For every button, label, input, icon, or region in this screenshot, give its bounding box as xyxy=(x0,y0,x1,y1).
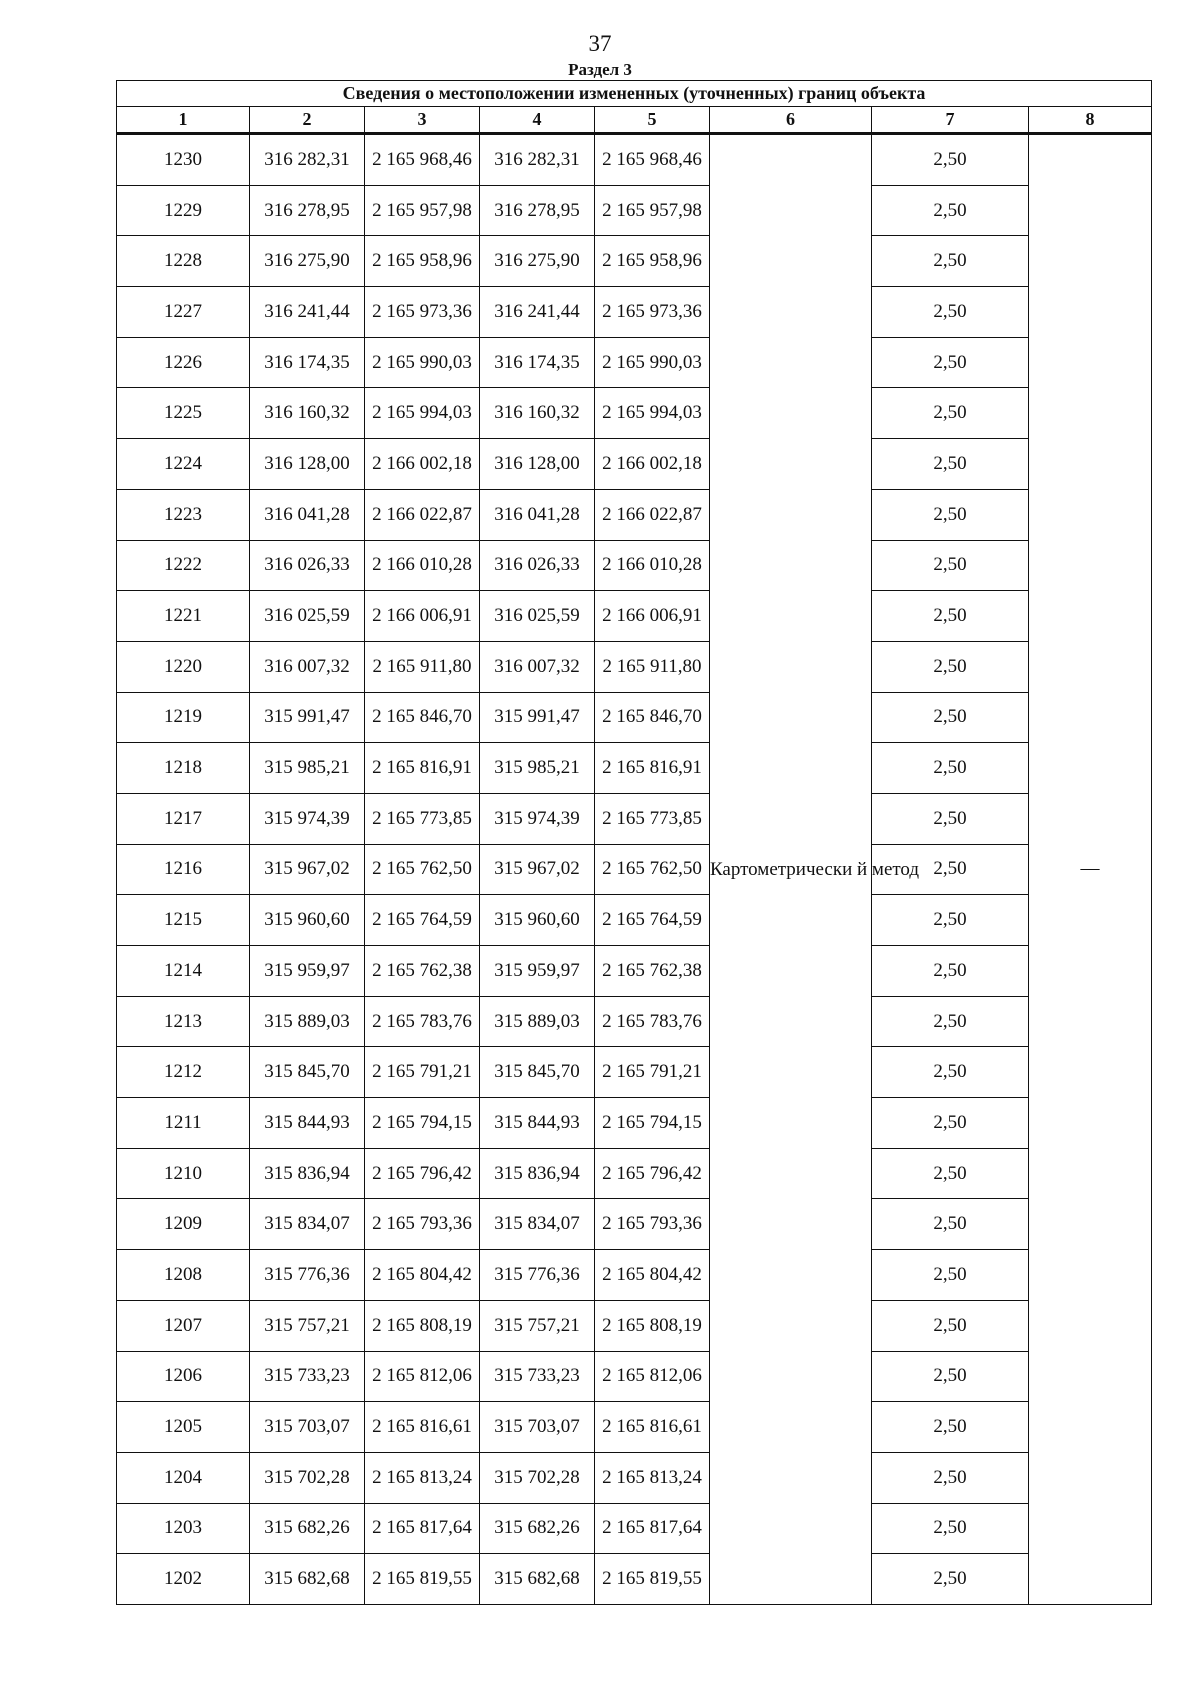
point-number-cell: 1208 xyxy=(117,1250,250,1301)
column-header: 2 xyxy=(250,107,365,134)
accuracy-cell: 2,50 xyxy=(872,1351,1029,1402)
y-coord-cell: 2 165 808,19 xyxy=(365,1300,480,1351)
column-header: 5 xyxy=(595,107,710,134)
point-number-cell: 1206 xyxy=(117,1351,250,1402)
accuracy-cell: 2,50 xyxy=(872,1199,1029,1250)
table-row xyxy=(117,591,1152,642)
y-coord-new-cell: 2 165 762,50 xyxy=(595,844,710,895)
y-coord-new-cell: 2 165 783,76 xyxy=(595,996,710,1047)
x-coord-new-cell: 316 160,32 xyxy=(480,388,595,439)
x-coord-cell: 315 889,03 xyxy=(250,996,365,1047)
point-number-cell: 1230 xyxy=(117,134,250,186)
x-coord-cell: 316 128,00 xyxy=(250,439,365,490)
x-coord-new-cell: 315 834,07 xyxy=(480,1199,595,1250)
point-number-cell: 1226 xyxy=(117,337,250,388)
x-coord-new-cell: 315 776,36 xyxy=(480,1250,595,1301)
y-coord-new-cell: 2 165 958,96 xyxy=(595,236,710,287)
y-coord-cell: 2 165 968,46 xyxy=(365,134,480,186)
y-coord-new-cell: 2 165 793,36 xyxy=(595,1199,710,1250)
y-coord-cell: 2 165 911,80 xyxy=(365,641,480,692)
x-coord-new-cell: 315 991,47 xyxy=(480,692,595,743)
y-coord-new-cell: 2 165 762,38 xyxy=(595,946,710,997)
x-coord-new-cell: 315 757,21 xyxy=(480,1300,595,1351)
y-coord-cell: 2 166 002,18 xyxy=(365,439,480,490)
y-coord-new-cell: 2 165 791,21 xyxy=(595,1047,710,1098)
y-coord-new-cell: 2 165 968,46 xyxy=(595,134,710,186)
page-number: 37 xyxy=(588,31,612,56)
boundary-table xyxy=(116,80,1152,1605)
y-coord-cell: 2 165 816,91 xyxy=(365,743,480,794)
y-coord-new-cell: 2 165 911,80 xyxy=(595,641,710,692)
y-coord-new-cell: 2 165 794,15 xyxy=(595,1098,710,1149)
y-coord-new-cell: 2 165 990,03 xyxy=(595,337,710,388)
x-coord-new-cell: 315 682,26 xyxy=(480,1503,595,1554)
x-coord-new-cell: 316 128,00 xyxy=(480,439,595,490)
table-row xyxy=(117,1402,1152,1453)
accuracy-cell: 2,50 xyxy=(872,1452,1029,1503)
table-row xyxy=(117,1503,1152,1554)
table-row xyxy=(117,1250,1152,1301)
y-coord-cell: 2 165 793,36 xyxy=(365,1199,480,1250)
y-coord-cell: 2 165 764,59 xyxy=(365,895,480,946)
x-coord-new-cell: 315 974,39 xyxy=(480,793,595,844)
column-header: 1 xyxy=(117,107,250,134)
y-coord-new-cell: 2 165 813,24 xyxy=(595,1452,710,1503)
column-header-row xyxy=(117,107,1152,134)
y-coord-new-cell: 2 165 957,98 xyxy=(595,185,710,236)
table-row xyxy=(117,337,1152,388)
table-row xyxy=(117,287,1152,338)
table-row xyxy=(117,946,1152,997)
x-coord-cell: 315 991,47 xyxy=(250,692,365,743)
accuracy-cell: 2,50 xyxy=(872,793,1029,844)
y-coord-new-cell: 2 165 812,06 xyxy=(595,1351,710,1402)
table-title-row xyxy=(117,81,1152,107)
y-coord-new-cell: 2 166 002,18 xyxy=(595,439,710,490)
point-number-cell: 1214 xyxy=(117,946,250,997)
y-coord-new-cell: 2 165 796,42 xyxy=(595,1148,710,1199)
y-coord-cell: 2 165 813,24 xyxy=(365,1452,480,1503)
accuracy-cell: 2,50 xyxy=(872,743,1029,794)
x-coord-cell: 315 703,07 xyxy=(250,1402,365,1453)
x-coord-cell: 316 275,90 xyxy=(250,236,365,287)
x-coord-cell: 315 960,60 xyxy=(250,895,365,946)
point-number-cell: 1221 xyxy=(117,591,250,642)
x-coord-cell: 315 682,26 xyxy=(250,1503,365,1554)
table-row xyxy=(117,1047,1152,1098)
point-number-cell: 1225 xyxy=(117,388,250,439)
accuracy-cell: 2,50 xyxy=(872,185,1029,236)
y-coord-cell: 2 165 762,50 xyxy=(365,844,480,895)
y-coord-cell: 2 166 022,87 xyxy=(365,489,480,540)
y-coord-cell: 2 165 794,15 xyxy=(365,1098,480,1149)
accuracy-cell: 2,50 xyxy=(872,1047,1029,1098)
x-coord-cell: 316 026,33 xyxy=(250,540,365,591)
table-row xyxy=(117,895,1152,946)
point-number-cell: 1224 xyxy=(117,439,250,490)
y-coord-new-cell: 2 166 006,91 xyxy=(595,591,710,642)
y-coord-cell: 2 165 791,21 xyxy=(365,1047,480,1098)
x-coord-new-cell: 315 702,28 xyxy=(480,1452,595,1503)
accuracy-cell: 2,50 xyxy=(872,1098,1029,1149)
table-row xyxy=(117,1351,1152,1402)
accuracy-cell: 2,50 xyxy=(872,1402,1029,1453)
table-row xyxy=(117,641,1152,692)
point-number-cell: 1207 xyxy=(117,1300,250,1351)
point-number-cell: 1210 xyxy=(117,1148,250,1199)
y-coord-new-cell: 2 165 973,36 xyxy=(595,287,710,338)
x-coord-cell: 316 025,59 xyxy=(250,591,365,642)
column-header: 6 xyxy=(710,107,872,134)
y-coord-cell: 2 165 812,06 xyxy=(365,1351,480,1402)
y-coord-new-cell: 2 165 764,59 xyxy=(595,895,710,946)
method-cell: Картометрически й метод xyxy=(710,134,872,1605)
y-coord-cell: 2 165 819,55 xyxy=(365,1554,480,1605)
x-coord-cell: 316 041,28 xyxy=(250,489,365,540)
x-coord-new-cell: 315 967,02 xyxy=(480,844,595,895)
column-header: 3 xyxy=(365,107,480,134)
accuracy-cell: 2,50 xyxy=(872,287,1029,338)
table-row xyxy=(117,1148,1152,1199)
x-coord-cell: 315 682,68 xyxy=(250,1554,365,1605)
y-coord-cell: 2 165 783,76 xyxy=(365,996,480,1047)
x-coord-new-cell: 316 241,44 xyxy=(480,287,595,338)
point-number-cell: 1211 xyxy=(117,1098,250,1149)
x-coord-cell: 315 702,28 xyxy=(250,1452,365,1503)
y-coord-new-cell: 2 165 808,19 xyxy=(595,1300,710,1351)
table-row xyxy=(117,489,1152,540)
x-coord-new-cell: 315 985,21 xyxy=(480,743,595,794)
table-row xyxy=(117,1300,1152,1351)
x-coord-cell: 315 974,39 xyxy=(250,793,365,844)
accuracy-cell: 2,50 xyxy=(872,895,1029,946)
point-number-cell: 1229 xyxy=(117,185,250,236)
x-coord-new-cell: 316 282,31 xyxy=(480,134,595,186)
y-coord-cell: 2 165 994,03 xyxy=(365,388,480,439)
accuracy-cell: 2,50 xyxy=(872,641,1029,692)
accuracy-cell: 2,50 xyxy=(872,540,1029,591)
accuracy-cell: 2,50 xyxy=(872,337,1029,388)
y-coord-new-cell: 2 165 773,85 xyxy=(595,793,710,844)
point-number-cell: 1202 xyxy=(117,1554,250,1605)
table-row xyxy=(117,1098,1152,1149)
x-coord-new-cell: 315 844,93 xyxy=(480,1098,595,1149)
x-coord-cell: 315 985,21 xyxy=(250,743,365,794)
y-coord-new-cell: 2 165 819,55 xyxy=(595,1554,710,1605)
section-label: Раздел 3 xyxy=(568,60,632,79)
y-coord-cell: 2 165 990,03 xyxy=(365,337,480,388)
column8-cell: — xyxy=(1029,134,1152,1605)
point-number-cell: 1215 xyxy=(117,895,250,946)
x-coord-new-cell: 316 007,32 xyxy=(480,641,595,692)
table-row xyxy=(117,540,1152,591)
accuracy-cell: 2,50 xyxy=(872,1250,1029,1301)
point-number-cell: 1213 xyxy=(117,996,250,1047)
table-row xyxy=(117,793,1152,844)
y-coord-new-cell: 2 165 816,91 xyxy=(595,743,710,794)
point-number-cell: 1220 xyxy=(117,641,250,692)
column-header: 7 xyxy=(872,107,1029,134)
point-number-cell: 1209 xyxy=(117,1199,250,1250)
point-number-cell: 1217 xyxy=(117,793,250,844)
accuracy-cell: 2,50 xyxy=(872,591,1029,642)
x-coord-cell: 315 959,97 xyxy=(250,946,365,997)
x-coord-cell: 315 757,21 xyxy=(250,1300,365,1351)
table-title: Сведения о местоположении измененных (уточненных) границ объекта xyxy=(117,81,1152,107)
x-coord-cell: 315 845,70 xyxy=(250,1047,365,1098)
y-coord-cell: 2 165 957,98 xyxy=(365,185,480,236)
x-coord-new-cell: 315 889,03 xyxy=(480,996,595,1047)
table-row xyxy=(117,388,1152,439)
y-coord-cell: 2 166 006,91 xyxy=(365,591,480,642)
table-row xyxy=(117,743,1152,794)
x-coord-cell: 316 174,35 xyxy=(250,337,365,388)
y-coord-new-cell: 2 166 010,28 xyxy=(595,540,710,591)
x-coord-new-cell: 315 960,60 xyxy=(480,895,595,946)
y-coord-new-cell: 2 165 816,61 xyxy=(595,1402,710,1453)
y-coord-cell: 2 165 804,42 xyxy=(365,1250,480,1301)
accuracy-cell: 2,50 xyxy=(872,1503,1029,1554)
accuracy-cell: 2,50 xyxy=(872,692,1029,743)
y-coord-cell: 2 165 846,70 xyxy=(365,692,480,743)
y-coord-cell: 2 165 816,61 xyxy=(365,1402,480,1453)
y-coord-cell: 2 165 958,96 xyxy=(365,236,480,287)
table-row xyxy=(117,1452,1152,1503)
x-coord-cell: 316 278,95 xyxy=(250,185,365,236)
table-row xyxy=(117,996,1152,1047)
x-coord-cell: 316 282,31 xyxy=(250,134,365,186)
x-coord-new-cell: 316 275,90 xyxy=(480,236,595,287)
point-number-cell: 1218 xyxy=(117,743,250,794)
accuracy-cell: 2,50 xyxy=(872,236,1029,287)
accuracy-cell: 2,50 xyxy=(872,439,1029,490)
x-coord-new-cell: 315 703,07 xyxy=(480,1402,595,1453)
table-row xyxy=(117,692,1152,743)
x-coord-new-cell: 315 959,97 xyxy=(480,946,595,997)
x-coord-new-cell: 315 836,94 xyxy=(480,1148,595,1199)
x-coord-new-cell: 316 025,59 xyxy=(480,591,595,642)
point-number-cell: 1203 xyxy=(117,1503,250,1554)
accuracy-cell: 2,50 xyxy=(872,844,1029,895)
x-coord-new-cell: 316 026,33 xyxy=(480,540,595,591)
x-coord-cell: 315 834,07 xyxy=(250,1199,365,1250)
x-coord-new-cell: 315 845,70 xyxy=(480,1047,595,1098)
table-row xyxy=(117,1199,1152,1250)
accuracy-cell: 2,50 xyxy=(872,946,1029,997)
point-number-cell: 1212 xyxy=(117,1047,250,1098)
y-coord-new-cell: 2 165 994,03 xyxy=(595,388,710,439)
x-coord-cell: 315 776,36 xyxy=(250,1250,365,1301)
y-coord-cell: 2 165 762,38 xyxy=(365,946,480,997)
x-coord-cell: 315 967,02 xyxy=(250,844,365,895)
accuracy-cell: 2,50 xyxy=(872,1554,1029,1605)
y-coord-new-cell: 2 165 804,42 xyxy=(595,1250,710,1301)
point-number-cell: 1204 xyxy=(117,1452,250,1503)
point-number-cell: 1222 xyxy=(117,540,250,591)
accuracy-cell: 2,50 xyxy=(872,489,1029,540)
x-coord-cell: 315 844,93 xyxy=(250,1098,365,1149)
table-row xyxy=(117,236,1152,287)
x-coord-new-cell: 315 682,68 xyxy=(480,1554,595,1605)
x-coord-cell: 315 836,94 xyxy=(250,1148,365,1199)
y-coord-cell: 2 165 796,42 xyxy=(365,1148,480,1199)
x-coord-new-cell: 315 733,23 xyxy=(480,1351,595,1402)
x-coord-new-cell: 316 278,95 xyxy=(480,185,595,236)
point-number-cell: 1219 xyxy=(117,692,250,743)
y-coord-new-cell: 2 165 817,64 xyxy=(595,1503,710,1554)
point-number-cell: 1205 xyxy=(117,1402,250,1453)
x-coord-cell: 316 241,44 xyxy=(250,287,365,338)
x-coord-cell: 316 160,32 xyxy=(250,388,365,439)
table-row xyxy=(117,439,1152,490)
table-row xyxy=(117,134,1152,186)
y-coord-cell: 2 165 973,36 xyxy=(365,287,480,338)
accuracy-cell: 2,50 xyxy=(872,1300,1029,1351)
x-coord-new-cell: 316 174,35 xyxy=(480,337,595,388)
table-row xyxy=(117,1554,1152,1605)
table-row xyxy=(117,844,1152,895)
point-number-cell: 1228 xyxy=(117,236,250,287)
point-number-cell: 1227 xyxy=(117,287,250,338)
x-coord-cell: 316 007,32 xyxy=(250,641,365,692)
accuracy-cell: 2,50 xyxy=(872,134,1029,186)
column-header: 4 xyxy=(480,107,595,134)
point-number-cell: 1223 xyxy=(117,489,250,540)
accuracy-cell: 2,50 xyxy=(872,1148,1029,1199)
point-number-cell: 1216 xyxy=(117,844,250,895)
y-coord-new-cell: 2 166 022,87 xyxy=(595,489,710,540)
x-coord-new-cell: 316 041,28 xyxy=(480,489,595,540)
column-header: 8 xyxy=(1029,107,1152,134)
table-row xyxy=(117,185,1152,236)
accuracy-cell: 2,50 xyxy=(872,996,1029,1047)
y-coord-cell: 2 166 010,28 xyxy=(365,540,480,591)
accuracy-cell: 2,50 xyxy=(872,388,1029,439)
y-coord-new-cell: 2 165 846,70 xyxy=(595,692,710,743)
y-coord-cell: 2 165 773,85 xyxy=(365,793,480,844)
y-coord-cell: 2 165 817,64 xyxy=(365,1503,480,1554)
x-coord-cell: 315 733,23 xyxy=(250,1351,365,1402)
